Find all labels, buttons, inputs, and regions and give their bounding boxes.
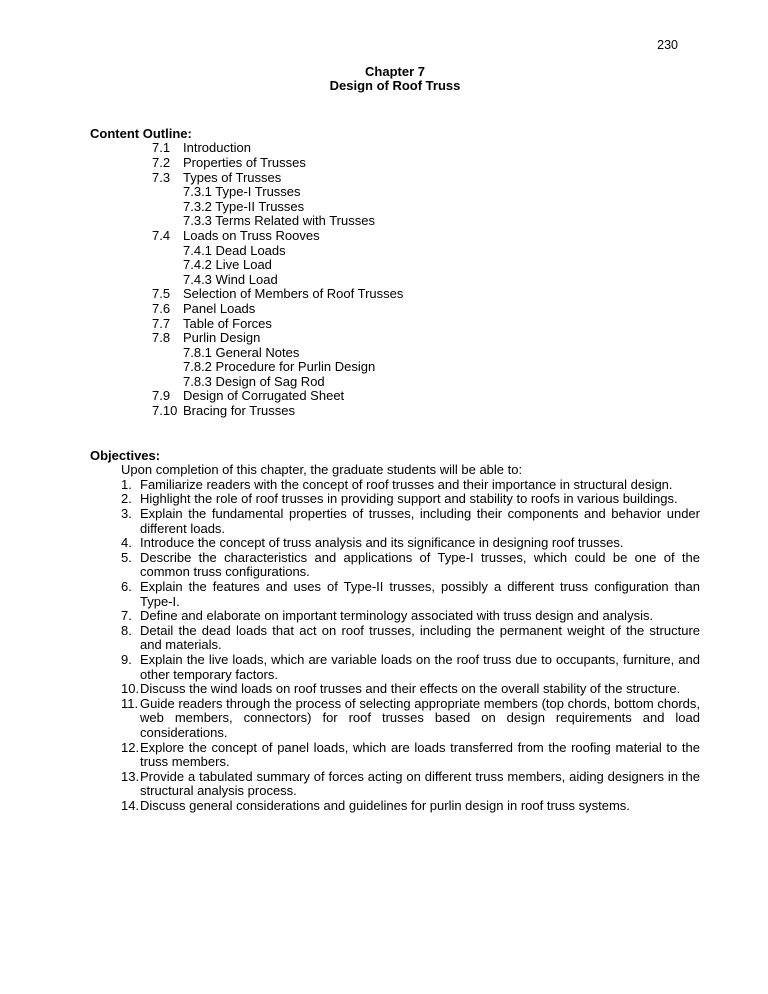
outline-item-label: 7.3.3 Terms Related with Trusses — [183, 213, 375, 229]
objective-item-text: Define and elaborate on important terminology associated with truss design and analysis. — [140, 608, 654, 624]
objective-item-number: 14. — [121, 797, 140, 813]
outline-item-number: 7.3 — [152, 169, 171, 185]
outline-item-label: Table of Forces — [183, 315, 272, 331]
outline-item-label: Loads on Truss Rooves — [183, 227, 320, 243]
outline-item-label: Introduction — [183, 140, 251, 156]
outline-item-label: Types of Trusses — [183, 169, 282, 185]
outline-item-label: Bracing for Trusses — [183, 403, 295, 419]
outline-item-number: 7.9 — [152, 388, 171, 404]
outline-item — [152, 214, 700, 229]
outline-item-label: 7.4.1 Dead Loads — [183, 242, 286, 258]
objective-item-text: Explain the fundamental properties of trusses, including their components and behavior under different loads. — [140, 506, 700, 536]
objective-item — [121, 507, 700, 536]
outline-item-number: 7.6 — [152, 300, 171, 316]
objective-item-number: 10. — [121, 681, 140, 697]
objective-item-number: 6. — [121, 579, 132, 594]
objective-item-text: Explain the features and uses of Type-II trusses, possibly a different truss configuration than Type-I. — [140, 579, 700, 609]
objective-item-text: Describe the characteristics and applications of Type-I trusses, which could be one of the common truss configurations. — [140, 549, 700, 580]
chapter-title: Chapter 7 — [365, 63, 425, 79]
objective-item-number: 1. — [121, 476, 132, 492]
objective-item-number: 11. — [121, 695, 139, 711]
content-outline-heading: Content Outline: — [90, 125, 192, 141]
outline-item-label: 7.8.3 Design of Sag Rod — [183, 373, 325, 389]
outline-item-label: 7.8.2 Procedure for Purlin Design — [183, 359, 376, 375]
outline-item — [152, 317, 700, 332]
objective-item — [121, 580, 700, 609]
outline-item — [152, 171, 700, 186]
outline-item — [152, 360, 700, 375]
objective-item-number: 7. — [121, 608, 132, 624]
outline-item-label: 7.3.1 Type-I Trusses — [183, 184, 301, 200]
objective-item-number: 13. — [121, 768, 140, 784]
outline-item — [152, 185, 700, 200]
outline-item — [152, 375, 700, 390]
objective-item-number: 2. — [121, 491, 132, 507]
objective-item — [121, 536, 700, 551]
page-number: 230 — [657, 38, 678, 52]
objective-item-text: Familiarize readers with the concept of roof trusses and their importance in structural design. — [140, 476, 673, 492]
objective-item — [121, 492, 700, 507]
outline-item — [152, 389, 700, 404]
outline-item-number: 7.1 — [152, 140, 171, 156]
objective-item-text: Highlight the role of roof trusses in providing support and stability to roofs in various buildings. — [140, 491, 678, 507]
outline-item-label: Purlin Design — [183, 330, 261, 346]
outline-item-label: 7.8.1 General Notes — [183, 344, 300, 360]
objective-item — [121, 741, 700, 770]
outline-item — [152, 141, 700, 156]
objective-item — [121, 478, 700, 493]
objective-item — [121, 799, 700, 814]
objective-item-text: Introduce the concept of truss analysis and its significance in designing roof trusses. — [140, 535, 624, 551]
objective-item-number: 8. — [121, 622, 132, 638]
outline-item — [152, 258, 700, 273]
outline-item-label: 7.4.3 Wind Load — [183, 271, 278, 287]
objective-item-number: 12. — [121, 739, 140, 755]
outline-item-number: 7.7 — [152, 315, 171, 331]
outline-item-number: 7.4 — [152, 227, 171, 243]
objective-item-text: Explore the concept of panel loads, which are loads transferred from the roofing material to the truss members. — [140, 739, 700, 770]
objective-item-number: 3. — [121, 506, 132, 522]
outline-item-number: 7.8 — [152, 330, 171, 346]
objective-item-text: Discuss general considerations and guidelines for purlin design in roof truss systems. — [140, 797, 630, 813]
outline-item-number: 7.10 — [152, 403, 178, 419]
objective-item-text: Detail the dead loads that act on roof trusses, including the permanent weight of the structure and materials. — [140, 622, 700, 653]
chapter-subtitle: Design of Roof Truss — [329, 78, 461, 94]
objectives-intro: Upon completion of this chapter, the graduate students will be able to: — [121, 462, 523, 478]
outline-item — [152, 200, 700, 215]
outline-item — [152, 287, 700, 302]
outline-item-label: Selection of Members of Roof Trusses — [183, 286, 404, 302]
chapter-title-block — [90, 65, 700, 94]
outline-item — [152, 331, 700, 346]
outline-item-label: 7.4.2 Live Load — [183, 257, 272, 273]
objective-item-number: 9. — [121, 651, 132, 667]
objective-item — [121, 697, 700, 741]
outline-item — [152, 346, 700, 361]
outline-item-label: Design of Corrugated Sheet — [183, 388, 345, 404]
outline-item — [152, 302, 700, 317]
outline-item-number: 7.2 — [152, 154, 171, 170]
outline-item-number: 7.5 — [152, 286, 171, 302]
objective-item-number: 4. — [121, 535, 132, 551]
objective-item — [121, 653, 700, 682]
outline-item — [152, 156, 700, 171]
objective-item — [121, 609, 700, 624]
objective-item — [121, 770, 700, 799]
outline-item — [152, 273, 700, 288]
objective-item-text: Explain the live loads, which are variable loads on the roof truss due to occupants, furniture, and other temporary factors. — [140, 651, 700, 682]
objective-item — [121, 682, 700, 697]
outline-item — [152, 229, 700, 244]
outline-item-label: 7.3.2 Type-II Trusses — [183, 198, 305, 214]
content-outline-list — [152, 141, 700, 418]
objective-item-number: 5. — [121, 549, 132, 565]
objective-item-text: Discuss the wind loads on roof trusses and their effects on the overall stability of the structure. — [140, 681, 681, 697]
outline-item — [152, 404, 700, 419]
objective-item — [121, 551, 700, 580]
objectives-heading: Objectives: — [90, 447, 161, 463]
objective-item-text: Guide readers through the process of selecting appropriate members (top chords, bottom chords, web members, connectors) for roof trusses based on design requirements and load considerations. — [140, 695, 700, 740]
objectives-list — [121, 478, 700, 814]
objective-item-text: Provide a tabulated summary of forces acting on different truss members, aiding designers in the structural analysis process. — [140, 768, 700, 799]
outline-item-label: Panel Loads — [183, 300, 256, 316]
objective-item — [121, 624, 700, 653]
outline-item-label: Properties of Trusses — [183, 154, 306, 170]
outline-item — [152, 244, 700, 259]
